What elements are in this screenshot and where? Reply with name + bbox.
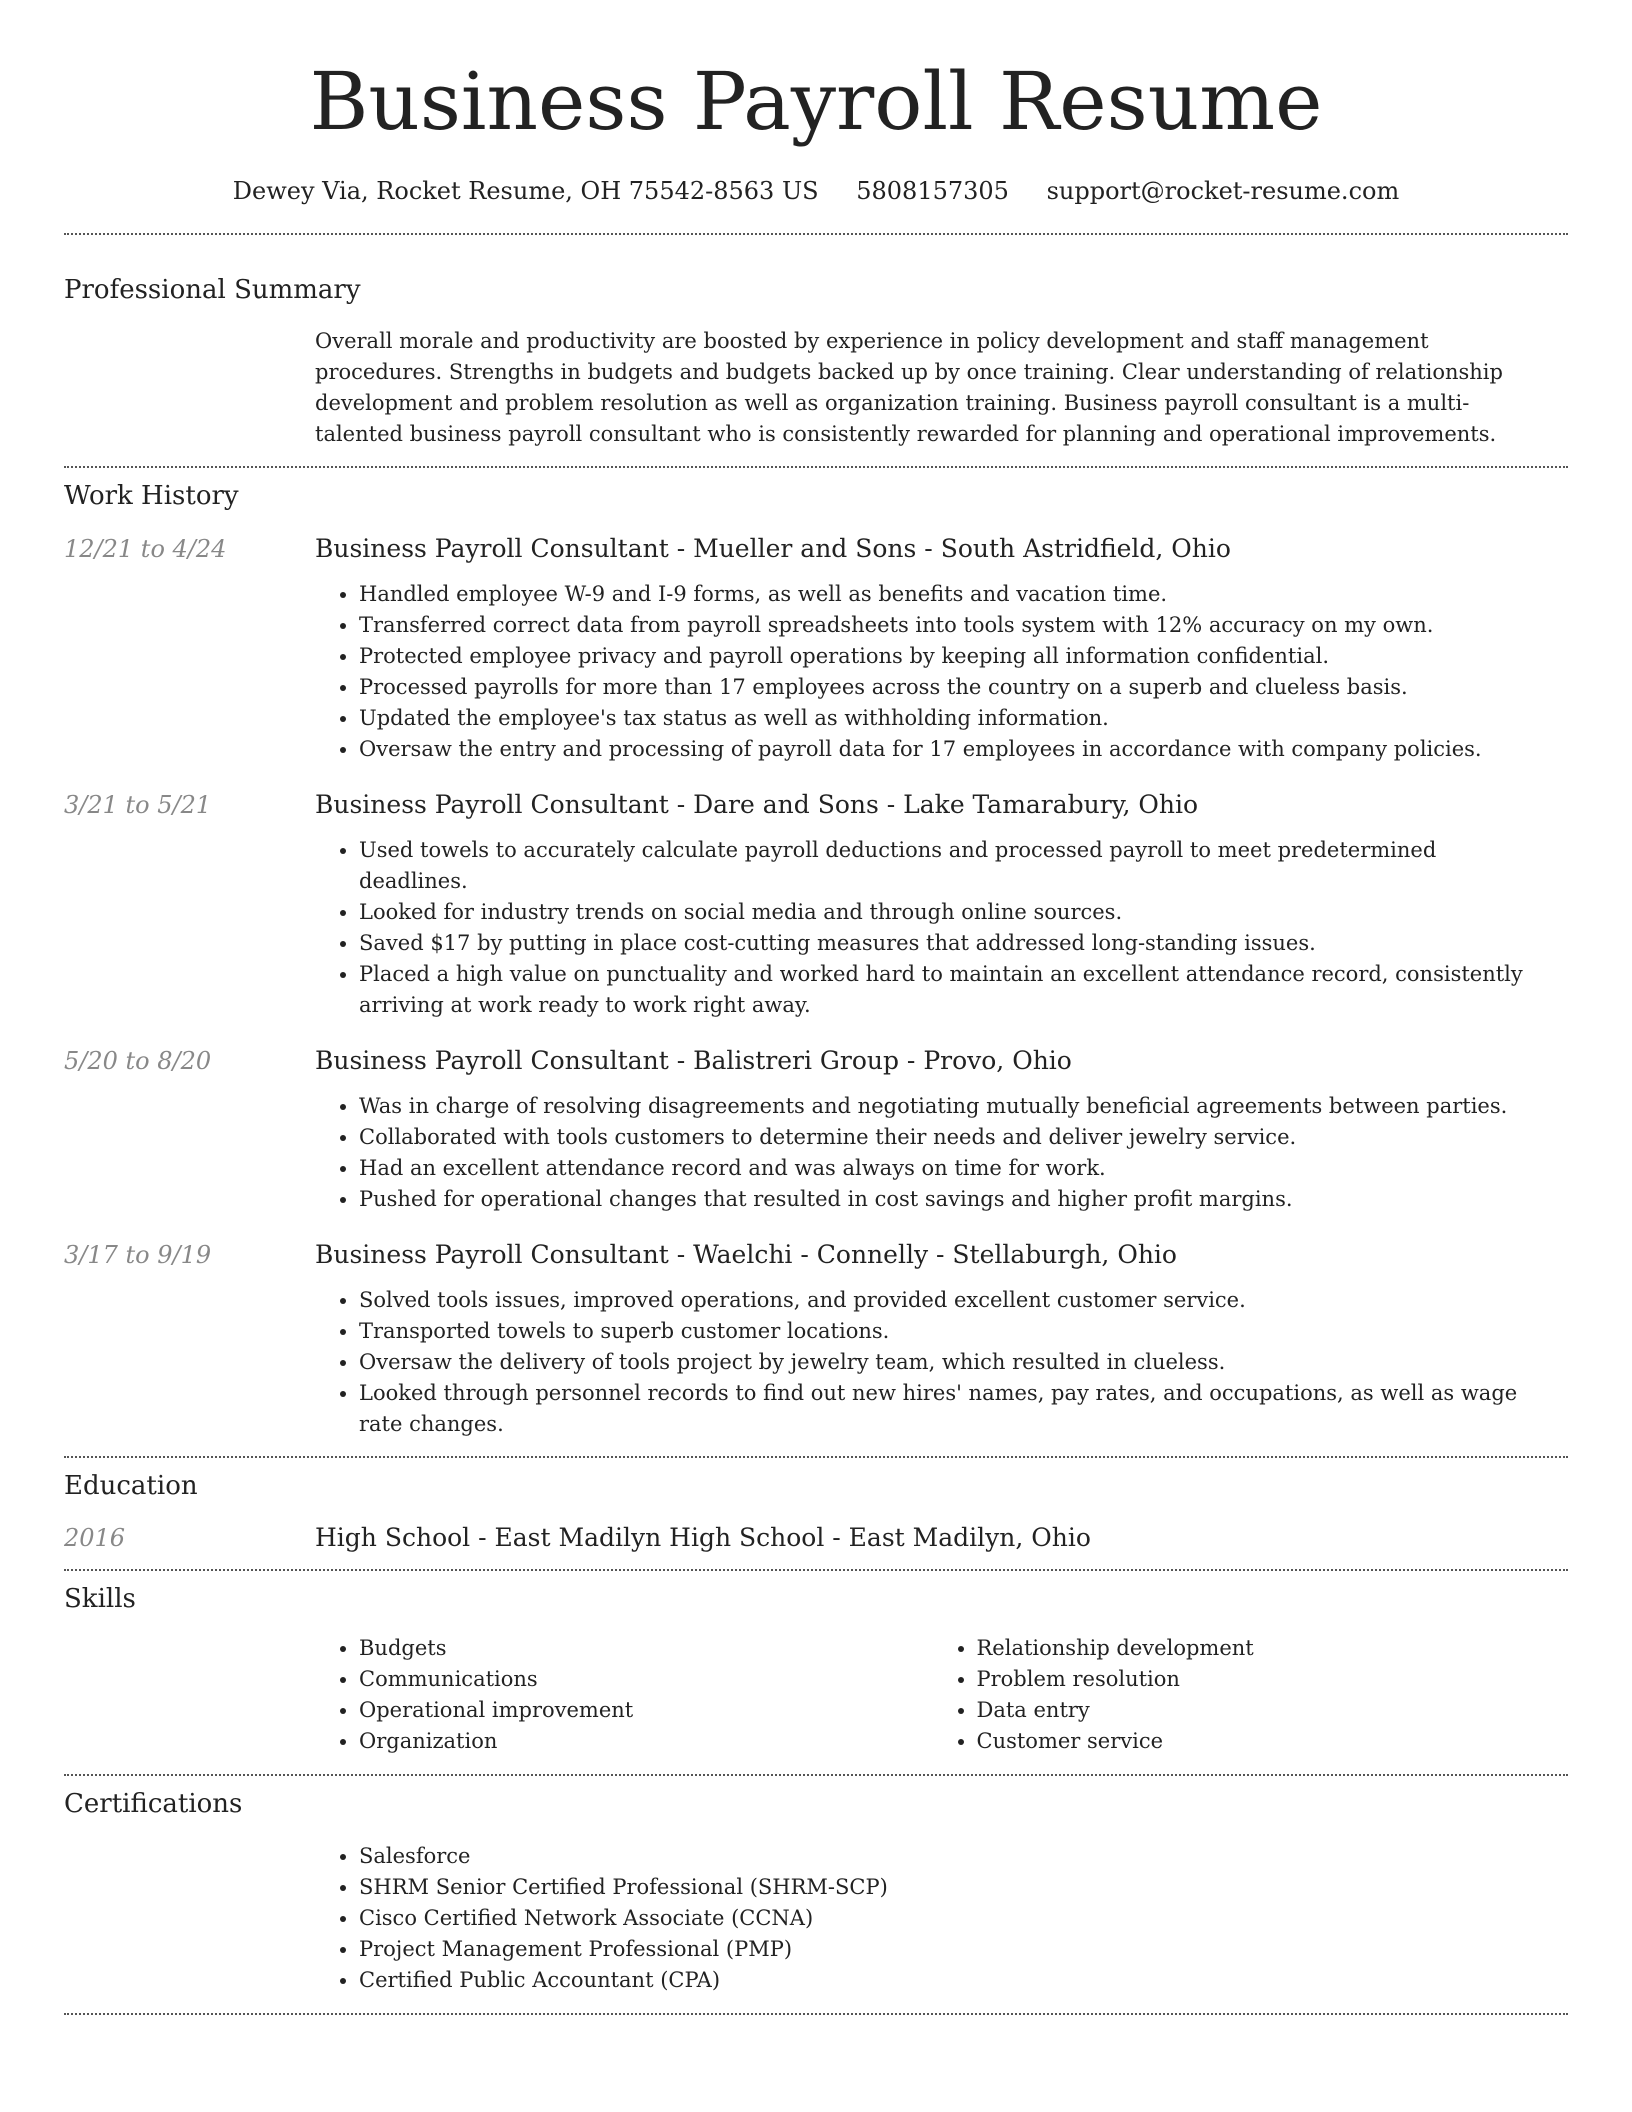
certification-item: • SHRM Senior Certified Professional (SHRM-SCP) xyxy=(359,1872,1550,1903)
certification-item: • Certified Public Accountant (CPA) xyxy=(359,1965,1550,1996)
job-list xyxy=(64,534,1568,1440)
job-dates: 12/21 to 4/24 xyxy=(64,535,227,563)
job-entry xyxy=(64,1046,1568,1215)
job-bullets xyxy=(315,835,1550,1021)
summary-section xyxy=(64,273,1568,450)
job-entry xyxy=(64,534,1568,765)
education-year: 2016 xyxy=(64,1524,126,1552)
skill-item: • Budgets xyxy=(359,1633,933,1664)
skill-item: • Data entry xyxy=(977,1695,1551,1726)
divider xyxy=(64,1774,1568,1776)
job-header xyxy=(64,790,1568,819)
job-bullets xyxy=(315,1285,1550,1440)
skill-item: • Communications xyxy=(359,1664,933,1695)
job-dates: 5/20 to 8/20 xyxy=(64,1047,212,1075)
job-bullet: • Looked through personnel records to find out new hires' names, pay rates, and occupations, as well as wage rate changes. xyxy=(359,1378,1550,1440)
job-bullet: • Was in charge of resolving disagreements and negotiating mutually beneficial agreements between parties. xyxy=(359,1091,1550,1122)
job-bullets xyxy=(315,579,1550,765)
job-title: Business Payroll Consultant - Mueller and Sons - South Astridfield, Ohio xyxy=(315,534,1231,563)
education-entry xyxy=(64,1523,1568,1552)
job-bullet: • Saved $17 by putting in place cost-cutting measures that addressed long-standing issues. xyxy=(359,928,1550,959)
job-bullet: • Pushed for operational changes that resulted in cost savings and higher profit margins. xyxy=(359,1184,1550,1215)
skills-list-left xyxy=(315,1633,933,1757)
job-bullet: • Transferred correct data from payroll spreadsheets into tools system with 12% accuracy on my own. xyxy=(359,610,1550,641)
contact-phone: 5808157305 xyxy=(856,177,1009,205)
job-bullet: • Looked for industry trends on social media and through online sources. xyxy=(359,897,1550,928)
job-bullet: • Collaborated with tools customers to determine their needs and deliver jewelry service. xyxy=(359,1122,1550,1153)
skill-item: • Relationship development xyxy=(977,1633,1551,1664)
divider xyxy=(64,233,1568,235)
certification-item: • Cisco Certified Network Associate (CCNA) xyxy=(359,1903,1550,1934)
job-title: Business Payroll Consultant - Balistreri Group - Provo, Ohio xyxy=(315,1046,1072,1075)
skills-columns xyxy=(315,1633,1550,1757)
skills-section xyxy=(64,1582,1568,1757)
job-bullet: • Oversaw the delivery of tools project by jewelry team, which resulted in clueless. xyxy=(359,1347,1550,1378)
job-header xyxy=(64,1240,1568,1269)
divider xyxy=(64,1569,1568,1571)
job-entry xyxy=(64,790,1568,1021)
job-bullets xyxy=(315,1091,1550,1215)
contact-email: support@rocket-resume.com xyxy=(1046,177,1400,205)
job-bullet: • Oversaw the entry and processing of payroll data for 17 employees in accordance with company policies. xyxy=(359,734,1550,765)
certification-item: • Salesforce xyxy=(359,1841,1550,1872)
section-heading-work: Work History xyxy=(64,481,239,511)
summary-text: Overall morale and productivity are boosted by experience in policy development and staff management procedures. Strengths in budgets and budgets backed up by once training. Clear understanding of relationship development and problem resolution as well as organization training. Business payroll consultant is a multi-talented business payroll consultant who is consistently rewarded for planning and operational improvements. xyxy=(315,329,1503,446)
job-bullet: • Transported towels to superb customer locations. xyxy=(359,1316,1550,1347)
job-bullet: • Had an excellent attendance record and was always on time for work. xyxy=(359,1153,1550,1184)
skill-item: • Operational improvement xyxy=(359,1695,933,1726)
skill-item: • Customer service xyxy=(977,1726,1551,1757)
education-title: High School - East Madilyn High School - East Madilyn, Ohio xyxy=(315,1523,1091,1552)
job-bullet: • Placed a high value on punctuality and worked hard to maintain an excellent attendance record, consistently arriving at work ready to work right away. xyxy=(359,959,1550,1021)
divider xyxy=(64,1456,1568,1458)
job-bullet: • Solved tools issues, improved operations, and provided excellent customer service. xyxy=(359,1285,1550,1316)
job-title: Business Payroll Consultant - Dare and Sons - Lake Tamarabury, Ohio xyxy=(315,790,1199,819)
section-heading-certifications: Certifications xyxy=(64,1789,243,1819)
job-header xyxy=(64,1046,1568,1075)
certifications-section xyxy=(64,1787,1568,1996)
job-bullet: • Protected employee privacy and payroll operations by keeping all information confidential. xyxy=(359,641,1550,672)
certification-item: • Project Management Professional (PMP) xyxy=(359,1934,1550,1965)
job-bullet: • Used towels to accurately calculate payroll deductions and processed payroll to meet predetermined deadlines. xyxy=(359,835,1550,897)
section-heading-summary: Professional Summary xyxy=(64,275,361,305)
resume-title: Business Payroll Resume xyxy=(309,55,1323,148)
job-dates: 3/17 to 9/19 xyxy=(64,1241,212,1269)
job-dates: 3/21 to 5/21 xyxy=(64,791,212,819)
resume-page xyxy=(64,0,1568,2015)
work-history-section xyxy=(64,479,1568,1440)
contact-address: Dewey Via, Rocket Resume, OH 75542-8563 US xyxy=(232,177,819,205)
certifications-list xyxy=(315,1841,1550,1996)
job-bullet: • Handled employee W-9 and I-9 forms, as well as benefits and vacation time. xyxy=(359,579,1550,610)
education-section xyxy=(64,1469,1568,1552)
skill-item: • Problem resolution xyxy=(977,1664,1551,1695)
section-heading-skills: Skills xyxy=(64,1584,136,1614)
job-title: Business Payroll Consultant - Waelchi - Connelly - Stellaburgh, Ohio xyxy=(315,1240,1177,1269)
section-heading-education: Education xyxy=(64,1471,198,1501)
job-bullet: • Updated the employee's tax status as well as withholding information. xyxy=(359,703,1550,734)
skills-list-right xyxy=(933,1633,1551,1757)
divider xyxy=(64,466,1568,468)
job-entry xyxy=(64,1240,1568,1440)
job-header xyxy=(64,534,1568,563)
job-bullet: • Processed payrolls for more than 17 employees across the country on a superb and clueless basis. xyxy=(359,672,1550,703)
skill-item: • Organization xyxy=(359,1726,933,1757)
divider xyxy=(64,2013,1568,2015)
contact-line xyxy=(64,174,1568,208)
